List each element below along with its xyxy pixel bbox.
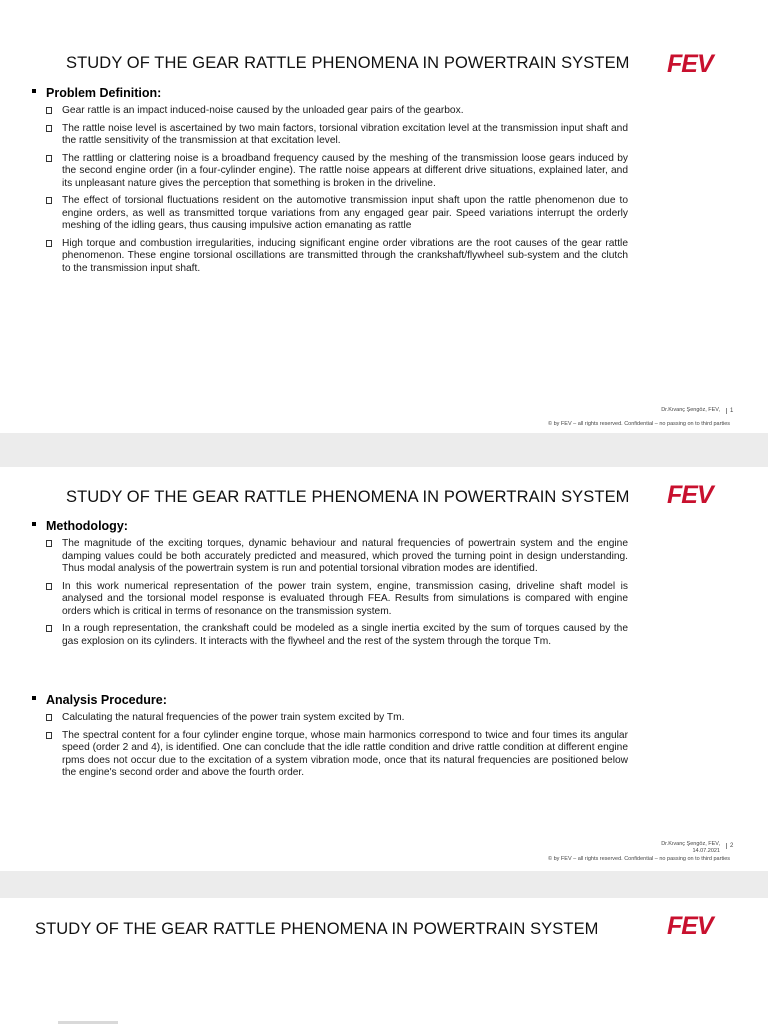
list-item: The effect of torsional fluctuations resident on the automotive transmission input shaft upon the rattle phenomenon due to engine orders, as well as transmitted torque variations from any engaged gear pair. Speed variations interrupt the orderly meshing of the idling gears, thus causing impulsive action emanating as rattle [46,195,628,233]
methodology-list [46,538,628,653]
svg-text:FEV: FEV [667,50,713,76]
fev-logo-icon [665,481,733,507]
fev-logo-icon [665,912,733,938]
page-number: 2 [726,843,733,849]
footer [661,407,720,414]
bullet-square-icon [32,522,36,526]
section-heading-problem-definition: Problem Definition: [32,86,161,100]
svg-text:FEV: FEV [667,481,713,507]
analysis-procedure-list [46,712,628,785]
checkbox-bullet-icon [46,625,52,632]
footer [661,841,720,855]
list-item: In this work numerical representation of the power train system, engine, transmission casing, driveline shaft model is analysed and the torsional model response is evaluated through FEA. Results from simulations is compared with engine orders which is critical in terms of resonance on the transmission system. [46,581,628,619]
checkbox-bullet-icon [46,107,52,114]
bullet-square-icon [32,89,36,93]
svg-text:FEV: FEV [667,912,713,938]
checkbox-bullet-icon [46,125,52,132]
checkbox-bullet-icon [46,583,52,590]
problem-definition-list [46,105,628,280]
footer-rights: © by FEV – all rights reserved. Confidential – no passing on to third parties [548,856,730,862]
list-item: The rattle noise level is ascertained by two main factors, torsional vibration excitation level at the transmission input shaft and the rattle sensitivity of the transmission at that excitation level. [46,123,628,148]
footer-author: Dr.Kıvanç Şengöz, FEV, [661,841,720,847]
section-heading-methodology: Methodology: [32,519,128,533]
list-item: The magnitude of the exciting torques, dynamic behaviour and natural frequencies of powertrain system and the engine damping values could be both accurately predicted and measured, which proved the turning point in design understanding. Thus modal analysis of the powertrain system is run and potential torsional vibration modes are identified. [46,538,628,576]
checkbox-bullet-icon [46,155,52,162]
slide-3 [0,898,768,1024]
slide-title: STUDY OF THE GEAR RATTLE PHENOMENA IN POWERTRAIN SYSTEM [66,54,630,72]
checkbox-bullet-icon [46,540,52,547]
slide-1 [0,0,768,433]
list-item: The rattling or clattering noise is a broadband frequency caused by the meshing of the transmission loose gears induced by the second engine order (in a four-cylinder engine). The rattle noise appears at different drive situations, explained later, and its unpleasant nature gives the perception that something is broken in the driveline. [46,153,628,191]
slide-title: STUDY OF THE GEAR RATTLE PHENOMENA IN POWERTRAIN SYSTEM [35,920,599,938]
checkbox-bullet-icon [46,240,52,247]
slide-2 [0,467,768,871]
page-number: 1 [726,408,733,414]
footer-rights: © by FEV – all rights reserved. Confidential – no passing on to third parties [548,421,730,427]
footer-author: Dr.Kıvanç Şengöz, FEV, [661,407,720,413]
list-item: In a rough representation, the crankshaft could be modeled as a single inertia excited by the sum of torques caused by the gas explosion on its cylinders. It interacts with the flywheel and the rest of the system through the torque Tm. [46,623,628,648]
list-item: Gear rattle is an impact induced-noise caused by the unloaded gear pairs of the gearbox. [46,105,628,118]
checkbox-bullet-icon [46,714,52,721]
footer-date: 14.07.2021 [692,848,720,854]
slide-title: STUDY OF THE GEAR RATTLE PHENOMENA IN POWERTRAIN SYSTEM [66,488,630,506]
list-item: High torque and combustion irregularities, inducing significant engine order vibrations are the root causes of the gear rattle phenomenon. These engine torsional oscillations are transmitted through the crankshaft/flywheel sub-system and the clutch to the transmission input shaft. [46,238,628,276]
checkbox-bullet-icon [46,197,52,204]
checkbox-bullet-icon [46,732,52,739]
fev-logo-icon [665,50,733,76]
bullet-square-icon [32,696,36,700]
list-item: Calculating the natural frequencies of the power train system excited by Tm. [46,712,628,725]
list-item: The spectral content for a four cylinder engine torque, whose main harmonics correspond to twice and four times its angular speed (order 2 and 4), is identified. One can conclude that the idle rattle condition and drive rattle condition at different engine rpms does not occur due to the excitation of a system vibration mode, once that its natural frequencies are positioned below the engine's second order and above the fourth order. [46,730,628,780]
section-heading-analysis-procedure: Analysis Procedure: [32,693,167,707]
